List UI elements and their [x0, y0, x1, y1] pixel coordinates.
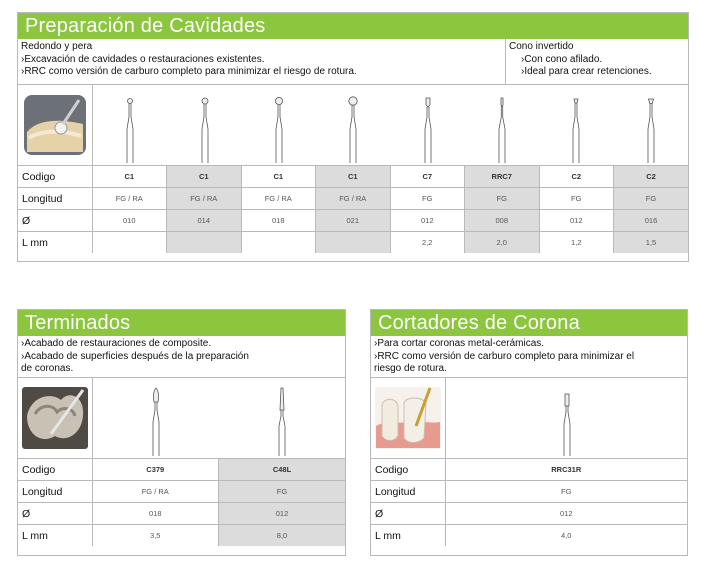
- corona-panel: [370, 309, 688, 556]
- row-label: L mm: [371, 525, 445, 547]
- cavidades-title: Preparación de Cavidades: [18, 13, 688, 39]
- cono-desc-heading: Cono invertido: [509, 41, 574, 52]
- round-bur-icon: [120, 95, 140, 165]
- corona-image-row: [371, 378, 687, 459]
- spec-cell: C1: [92, 166, 167, 188]
- terminados-desc-line: de coronas.: [21, 363, 74, 374]
- spec-cell: 021: [316, 210, 391, 232]
- corona-desc-line: ›Para cortar coronas metal-cerámicas.: [374, 338, 545, 349]
- molar-finishing-photo: [18, 378, 93, 458]
- spec-cell: FG: [614, 188, 689, 210]
- row-label: Ø: [18, 210, 92, 232]
- terminados-panel: [17, 309, 346, 556]
- row-label: Codigo: [375, 463, 409, 476]
- row-label: L mm: [18, 525, 92, 547]
- spec-cell: FG: [219, 481, 346, 503]
- spec-cell: C2: [539, 166, 614, 188]
- terminados-desc-line: ›Acabado de superficies después de la preparación: [21, 350, 249, 362]
- spec-cell: C1: [316, 166, 391, 188]
- spec-cell: C1: [167, 166, 242, 188]
- table-row: [18, 188, 688, 210]
- terminados-desc-line: ›Acabado de restauraciones de composite.: [21, 338, 212, 349]
- spec-cell: 012: [445, 503, 687, 525]
- table-row: [371, 481, 687, 503]
- spec-cell: 018: [241, 210, 316, 232]
- row-label: Codigo: [22, 170, 56, 183]
- corona-desc-line: riesgo de rotura.: [374, 363, 447, 374]
- inverted-cone-bur-icon: [566, 95, 586, 165]
- crown-cutter-bur-icon: [557, 386, 577, 458]
- spec-cell: FG / RA: [92, 188, 167, 210]
- spec-cell: 2,0: [465, 232, 540, 254]
- table-row: [18, 525, 345, 547]
- spec-cell: 014: [167, 210, 242, 232]
- spec-cell: FG: [539, 188, 614, 210]
- spec-cell: C2: [614, 166, 689, 188]
- table-row: [18, 232, 688, 254]
- flame-finishing-bur-icon: [146, 386, 166, 458]
- spec-cell: 008: [465, 210, 540, 232]
- cono-desc-line: ›Con cono afilado.: [521, 53, 603, 65]
- corona-spec-table: [371, 459, 687, 546]
- table-row: [18, 459, 345, 481]
- spec-cell: 3,5: [92, 525, 219, 547]
- corona-title: Cortadores de Corona: [371, 310, 687, 336]
- table-row: [371, 459, 687, 481]
- cavidades-image-row: [18, 85, 688, 166]
- spec-cell: 8,0: [219, 525, 346, 547]
- spec-cell: C1: [241, 166, 316, 188]
- spec-cell: RRC31R: [445, 459, 687, 481]
- cavidades-panel: [17, 12, 689, 262]
- spec-cell: 018: [92, 503, 219, 525]
- row-label: Ø: [371, 503, 445, 525]
- cavidades-spec-table: [18, 166, 688, 253]
- corona-description: [371, 336, 687, 378]
- row-label: Longitud: [18, 481, 92, 503]
- terminados-title: Terminados: [18, 310, 345, 336]
- cavidades-description: [18, 39, 688, 85]
- spec-cell: C7: [390, 166, 465, 188]
- corona-desc-line: ›RRC como versión de carburo completo para minimizar el: [374, 350, 635, 362]
- table-row: [371, 525, 687, 547]
- spec-cell: [167, 232, 242, 254]
- spec-cell: C48L: [219, 459, 346, 481]
- pear-bur-icon: [418, 95, 438, 165]
- table-row: [18, 503, 345, 525]
- spec-cell: FG: [465, 188, 540, 210]
- spec-cell: FG / RA: [316, 188, 391, 210]
- spec-cell: 012: [390, 210, 465, 232]
- spec-cell: FG / RA: [167, 188, 242, 210]
- row-label: Longitud: [18, 188, 92, 210]
- round-bur-icon: [195, 95, 215, 165]
- terminados-spec-table: [18, 459, 345, 546]
- row-label: Longitud: [371, 481, 445, 503]
- needle-finishing-bur-icon: [272, 386, 292, 458]
- round-bur-icon: [269, 95, 289, 165]
- round-bur-icon: [343, 95, 363, 165]
- cavidades-desc-line: ›RRC como versión de carburo completo para minimizar el riesgo de rotura.: [21, 66, 357, 77]
- spec-cell: 1,2: [539, 232, 614, 254]
- spec-cell: FG: [445, 481, 687, 503]
- spec-cell: FG / RA: [92, 481, 219, 503]
- table-row: [18, 210, 688, 232]
- spec-cell: [316, 232, 391, 254]
- spec-cell: 016: [614, 210, 689, 232]
- table-row: [18, 166, 688, 188]
- spec-cell: FG / RA: [241, 188, 316, 210]
- spec-cell: 010: [92, 210, 167, 232]
- spec-cell: [241, 232, 316, 254]
- spec-cell: 012: [539, 210, 614, 232]
- tooth-excavation-photo: [18, 85, 93, 165]
- spec-cell: 2,2: [390, 232, 465, 254]
- cono-desc-line: ›Ideal para crear retenciones.: [521, 66, 652, 77]
- row-label: Ø: [18, 503, 92, 525]
- spec-cell: FG: [390, 188, 465, 210]
- spec-cell: C379: [92, 459, 219, 481]
- table-row: [371, 503, 687, 525]
- row-label: L mm: [18, 232, 92, 254]
- spec-cell: 1,5: [614, 232, 689, 254]
- table-row: [18, 481, 345, 503]
- spec-cell: 012: [219, 503, 346, 525]
- spec-cell: RRC7: [465, 166, 540, 188]
- row-label: Codigo: [22, 463, 56, 476]
- terminados-description: [18, 336, 345, 378]
- pear-bur-icon: [492, 95, 512, 165]
- terminados-image-row: [18, 378, 345, 459]
- cavidades-desc-heading: Redondo y pera: [21, 41, 93, 52]
- inverted-cone-bur-icon: [641, 95, 661, 165]
- crown-cutting-photo: [371, 378, 446, 458]
- cavidades-desc-line: ›Excavación de cavidades o restauraciones existentes.: [21, 53, 265, 65]
- spec-cell: 4,0: [445, 525, 687, 547]
- spec-cell: [92, 232, 167, 254]
